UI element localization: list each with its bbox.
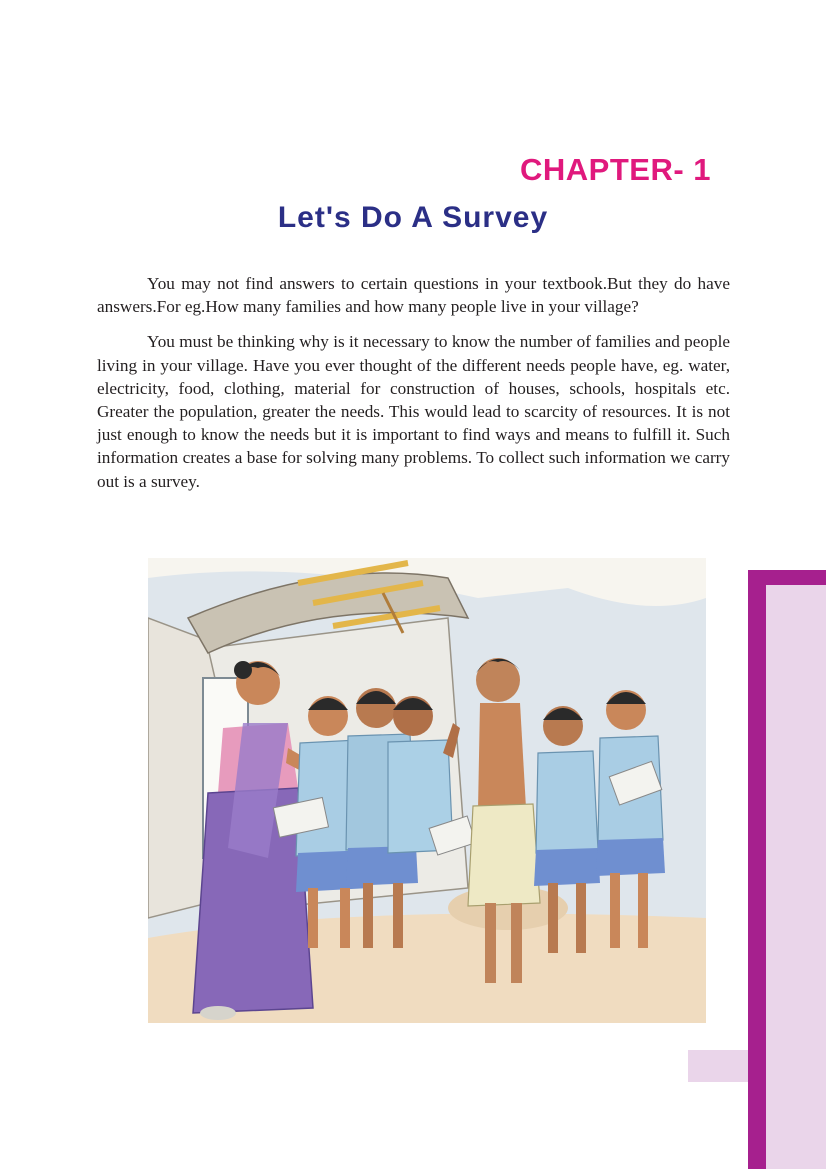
chapter-label: CHAPTER- 1 xyxy=(520,152,712,187)
paragraph-2: You must be thinking why is it necessary to know the number of families and people living in your village. Have you ever thought of the different needs people have, eg. water, electricity, food, clothing, material for construction of houses, schools, hospitals etc. Greater the population, greater the needs. This would lead to scarcity of resources. It is not just enough to know the needs but it is important to find ways and means to fulfill it. Such information creates a base for solving many problems. To collect such information we carry out is a survey. xyxy=(97,332,730,491)
side-bar-panel xyxy=(766,585,826,1169)
paragraph-1: You may not find answers to certain questions in your textbook.But they do have answers.For eg.How many families and how many people live in your village? xyxy=(97,274,730,317)
body-text xyxy=(97,272,730,505)
chapter-title: Let's Do A Survey xyxy=(277,201,549,234)
side-tab xyxy=(688,1050,748,1082)
survey-illustration xyxy=(148,558,706,1023)
